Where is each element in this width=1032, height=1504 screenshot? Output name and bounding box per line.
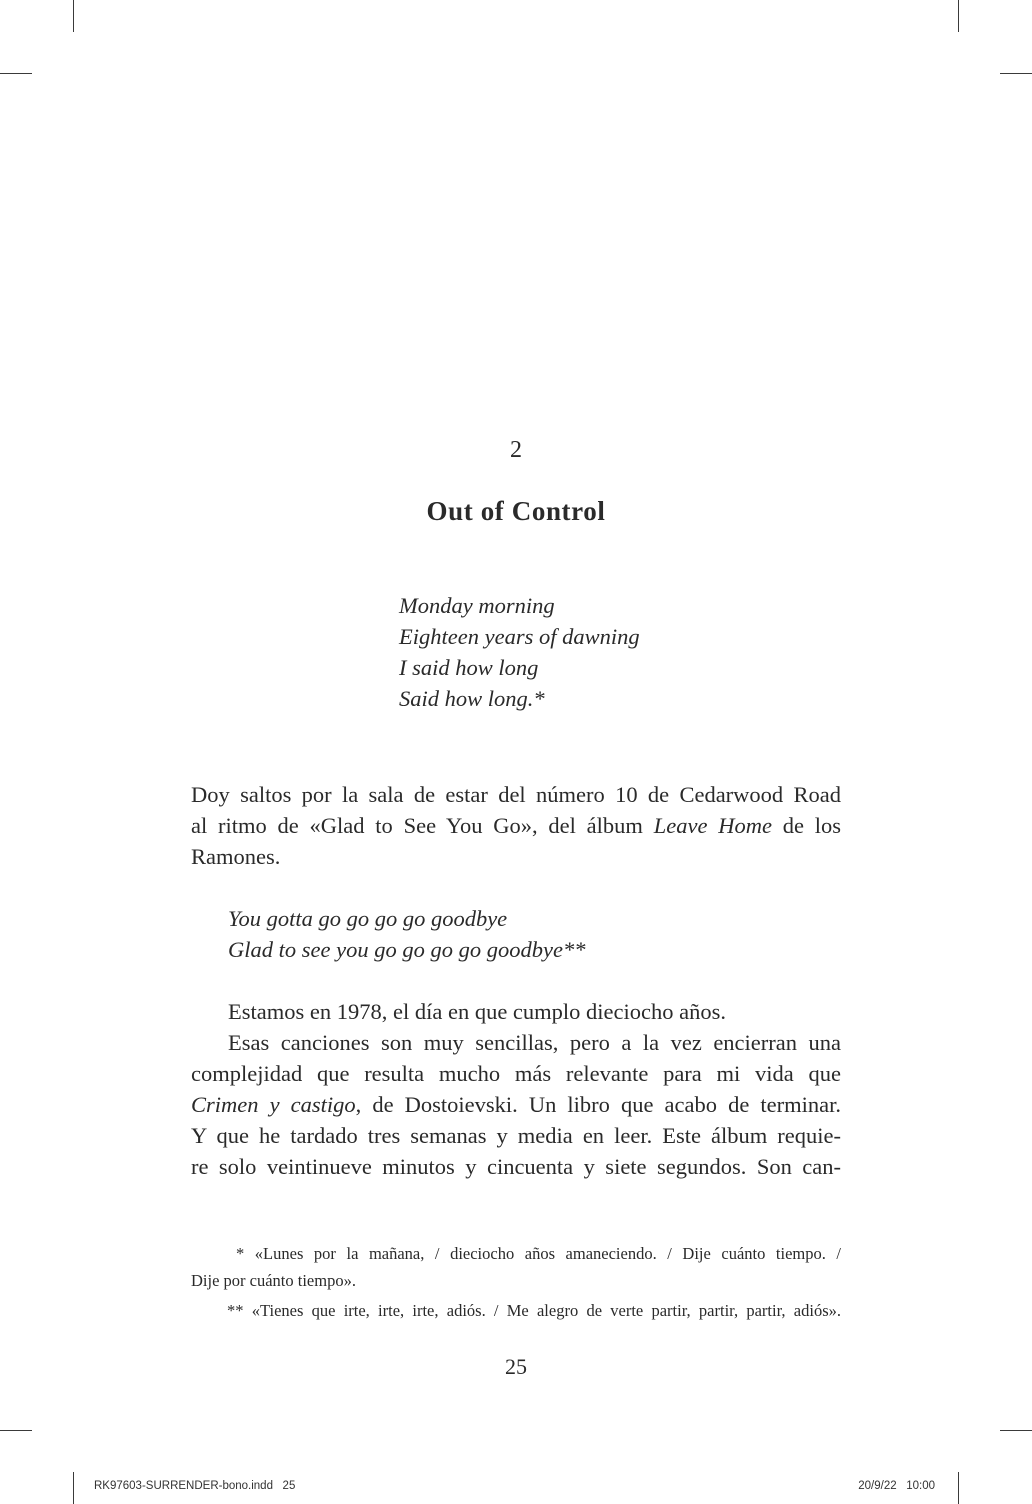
lyrics-line: You gotta go go go go goodbye (228, 906, 508, 931)
paragraph-line: Ramones. (191, 844, 281, 869)
paragraph-line: Estamos en 1978, el día en que cumplo dieciocho años. (228, 999, 726, 1024)
crop-mark-top-right (958, 0, 959, 32)
slug-datetime: 20/9/22 10:00 (858, 1480, 935, 1492)
paragraph-line (191, 1089, 841, 1120)
crop-mark-bottom-left (73, 1472, 74, 1504)
footnotes (191, 1240, 841, 1324)
epigraph-line: I said how long (399, 655, 539, 680)
epigraph-line: Said how long.* (399, 686, 545, 711)
epigraph-line: Eighteen years of dawning (399, 624, 640, 649)
crop-mark-top-left (73, 0, 74, 32)
chapter-title: Out of Control (426, 496, 606, 526)
lyrics-line: Glad to see you go go go go goodbye** (228, 937, 586, 962)
crop-mark-right-top (1000, 73, 1032, 74)
paragraph-text: al ritmo de «Glad to See You Go», del álbum (191, 813, 654, 838)
footnote-line: * «Lunes por la mañana, / dieciocho años amaneciendo. / Dije cuánto tiempo. / (236, 1244, 841, 1263)
paragraph-text: de los (771, 813, 841, 838)
chapter-number: 2 (510, 437, 522, 463)
lyrics-quote (228, 903, 585, 965)
paragraph-2 (191, 996, 841, 1182)
paragraph-line: re solo veintinueve minutos y cincuenta y siete segundos. Son can- (191, 1154, 841, 1179)
footnote-line: Dije por cuánto tiempo». (191, 1271, 356, 1290)
epigraph-line: Monday morning (399, 593, 555, 618)
book-title: Crimen y castigo (191, 1092, 356, 1117)
crop-mark-left-bottom (0, 1430, 32, 1431)
album-title: Leave Home (653, 813, 772, 838)
paragraph-text: , de Dostoievski. Un libro que acabo de terminar. (355, 1092, 842, 1117)
crop-mark-left-top (0, 73, 32, 74)
paragraph-line (191, 810, 841, 841)
paragraph-1 (191, 779, 841, 872)
footnote-line: ** «Tienes que irte, irte, irte, adiós. / Me alegro de verte partir, partir, partir, adiós». (227, 1301, 841, 1320)
paragraph-line: Y que he tardado tres semanas y media en leer. Este álbum requie- (191, 1123, 841, 1148)
paragraph-line: Doy saltos por la sala de estar del número 10 de Cedarwood Road (191, 782, 841, 807)
crop-mark-bottom-right (958, 1472, 959, 1504)
epigraph (399, 590, 640, 714)
paragraph-line: Esas canciones son muy sencillas, pero a la vez encierran una (228, 1030, 841, 1055)
page-number: 25 (505, 1354, 527, 1379)
crop-mark-right-bottom (1000, 1430, 1032, 1431)
slug-filename: RK97603-SURRENDER-bono.indd 25 (94, 1480, 296, 1492)
paragraph-line: complejidad que resulta mucho más relevante para mi vida que (191, 1061, 841, 1086)
